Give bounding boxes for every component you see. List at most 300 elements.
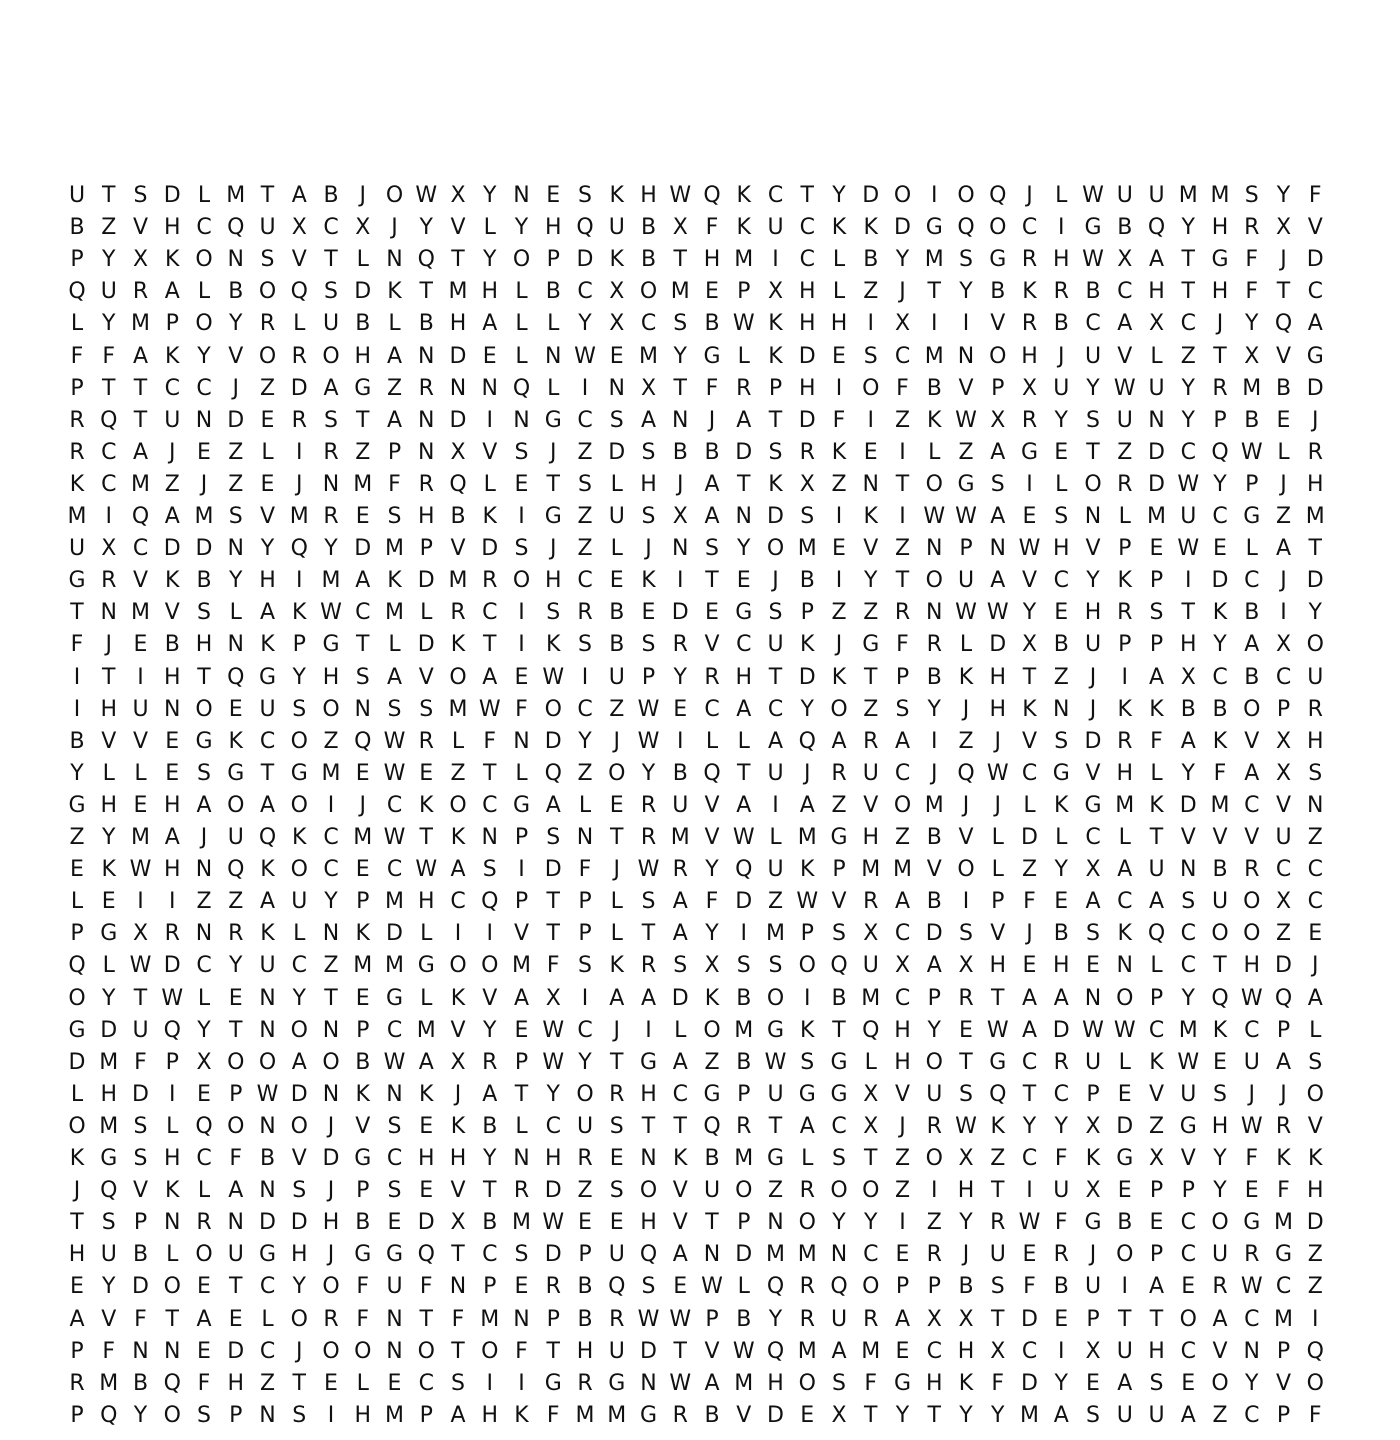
grid-letter[interactable]: A xyxy=(164,279,180,305)
grid-letter[interactable]: O xyxy=(766,985,785,1011)
grid-letter[interactable]: B xyxy=(355,1049,371,1075)
grid-letter[interactable]: O xyxy=(1306,1081,1324,1107)
grid-letter[interactable]: G xyxy=(354,1146,372,1171)
grid-letter[interactable]: O xyxy=(322,343,340,369)
grid-letter[interactable]: J xyxy=(1026,183,1033,208)
grid-letter[interactable]: I xyxy=(581,375,589,401)
grid-letter[interactable]: E xyxy=(419,1113,434,1139)
grid-letter[interactable]: K xyxy=(1276,1146,1291,1171)
grid-letter[interactable]: Z xyxy=(926,1210,942,1236)
grid-letter[interactable]: Y xyxy=(260,536,275,562)
grid-letter[interactable]: H xyxy=(1116,760,1134,786)
grid-letter[interactable]: O xyxy=(798,953,816,979)
grid-letter[interactable]: U xyxy=(164,407,181,433)
grid-letter[interactable]: B xyxy=(355,1210,371,1236)
grid-letter[interactable]: P xyxy=(356,1178,370,1204)
grid-letter[interactable]: U xyxy=(68,183,86,208)
grid-letter[interactable]: F xyxy=(419,1274,433,1300)
grid-letter[interactable]: L xyxy=(261,1306,274,1332)
grid-letter[interactable]: J xyxy=(105,632,112,658)
grid-letter[interactable]: L xyxy=(197,183,211,208)
grid-letter[interactable]: I xyxy=(772,792,779,818)
grid-letter[interactable]: B xyxy=(1117,1210,1133,1236)
grid-letter[interactable]: O xyxy=(1211,921,1229,947)
grid-letter[interactable]: D xyxy=(989,632,1007,658)
grid-letter[interactable]: L xyxy=(610,471,623,497)
grid-letter[interactable]: O xyxy=(68,985,86,1011)
grid-letter[interactable]: N xyxy=(227,1210,244,1236)
grid-letter[interactable]: C xyxy=(1021,1049,1038,1075)
grid-letter[interactable]: U xyxy=(608,1338,625,1364)
grid-letter[interactable]: N xyxy=(195,857,213,883)
grid-letter[interactable]: M xyxy=(353,825,373,850)
grid-letter[interactable]: O xyxy=(322,1049,340,1075)
grid-letter[interactable]: D xyxy=(576,247,594,273)
grid-letter[interactable]: O xyxy=(512,247,531,273)
grid-letter[interactable]: D xyxy=(100,1017,118,1043)
grid-letter[interactable]: O xyxy=(608,760,626,786)
grid-letter[interactable]: D xyxy=(544,1242,562,1268)
grid-letter[interactable]: N xyxy=(1243,1338,1260,1364)
grid-letter[interactable]: C xyxy=(577,696,593,722)
grid-letter[interactable]: S xyxy=(768,600,783,626)
grid-letter[interactable]: E xyxy=(1054,439,1069,465)
grid-letter[interactable]: T xyxy=(1086,439,1100,465)
grid-letter[interactable]: I xyxy=(962,311,970,337)
grid-letter[interactable]: V xyxy=(958,825,974,850)
grid-letter[interactable]: D xyxy=(735,889,753,915)
grid-letter[interactable]: Q xyxy=(957,760,975,786)
grid-letter[interactable]: S xyxy=(959,247,973,273)
grid-letter[interactable]: A xyxy=(704,1370,720,1396)
grid-letter[interactable]: H xyxy=(576,1338,594,1364)
grid-letter[interactable]: G xyxy=(830,1049,848,1075)
grid-letter[interactable]: U xyxy=(989,1242,1006,1268)
grid-letter[interactable]: M xyxy=(321,568,341,594)
grid-letter[interactable]: O xyxy=(766,536,785,562)
grid-letter[interactable]: E xyxy=(578,1210,592,1236)
grid-letter[interactable]: G xyxy=(1243,504,1261,529)
grid-letter[interactable]: J xyxy=(772,568,779,594)
grid-letter[interactable]: W xyxy=(1082,247,1104,273)
grid-letter[interactable]: F xyxy=(578,857,592,883)
grid-letter[interactable]: K xyxy=(863,215,878,241)
grid-letter[interactable]: T xyxy=(483,632,497,658)
grid-letter[interactable]: A xyxy=(894,889,911,915)
grid-letter[interactable]: F xyxy=(483,728,497,754)
grid-letter[interactable]: A xyxy=(1117,1370,1133,1396)
grid-letter[interactable]: K xyxy=(641,568,656,594)
grid-letter[interactable]: J xyxy=(73,1178,81,1204)
grid-letter[interactable]: W xyxy=(1240,1274,1263,1300)
grid-letter[interactable]: Z xyxy=(894,407,911,433)
grid-letter[interactable]: Q xyxy=(1147,921,1166,947)
grid-letter[interactable]: I xyxy=(772,247,779,273)
grid-letter[interactable]: M xyxy=(416,1017,436,1043)
grid-letter[interactable]: T xyxy=(673,1113,687,1139)
grid-letter[interactable]: N xyxy=(672,407,689,433)
grid-letter[interactable]: Z xyxy=(1180,343,1196,369)
grid-letter[interactable]: Y xyxy=(1213,632,1227,658)
grid-letter[interactable]: Y xyxy=(705,921,719,947)
grid-letter[interactable]: R xyxy=(609,1081,625,1107)
grid-letter[interactable]: B xyxy=(1085,279,1101,305)
grid-letter[interactable]: T xyxy=(451,1242,465,1268)
grid-letter[interactable]: E xyxy=(197,1274,211,1300)
grid-letter[interactable]: C xyxy=(1180,1338,1196,1364)
grid-letter[interactable]: O xyxy=(576,1081,594,1107)
grid-letter[interactable]: O xyxy=(195,247,213,273)
grid-letter[interactable]: C xyxy=(894,760,911,786)
grid-letter[interactable]: X xyxy=(863,1081,879,1107)
grid-letter[interactable]: B xyxy=(926,889,942,915)
grid-letter[interactable]: V xyxy=(132,728,149,754)
grid-letter[interactable]: K xyxy=(609,247,624,273)
grid-letter[interactable]: O xyxy=(481,1338,499,1364)
grid-letter[interactable]: V xyxy=(863,792,879,818)
grid-letter[interactable]: F xyxy=(896,375,909,401)
grid-letter[interactable]: F xyxy=(515,1338,528,1364)
grid-letter[interactable]: K xyxy=(1085,1146,1101,1171)
grid-letter[interactable]: C xyxy=(672,1081,688,1107)
grid-letter[interactable]: E xyxy=(514,664,529,690)
grid-letter[interactable]: T xyxy=(356,632,370,658)
grid-letter[interactable]: K xyxy=(450,1113,466,1139)
grid-letter[interactable]: V xyxy=(164,600,180,626)
grid-letter[interactable]: D xyxy=(544,1178,562,1204)
grid-letter[interactable]: S xyxy=(609,407,624,433)
grid-letter[interactable]: E xyxy=(609,792,624,818)
grid-letter[interactable]: K xyxy=(1308,1146,1323,1171)
grid-letter[interactable]: C xyxy=(704,696,720,722)
grid-letter[interactable]: L xyxy=(229,600,242,626)
grid-letter[interactable]: K xyxy=(704,985,720,1011)
grid-letter[interactable]: P xyxy=(991,375,1005,401)
grid-letter[interactable]: S xyxy=(1086,407,1100,433)
grid-letter[interactable]: L xyxy=(420,985,433,1011)
grid-letter[interactable]: R xyxy=(1307,439,1323,465)
grid-letter[interactable]: N xyxy=(322,921,340,947)
grid-letter[interactable]: C xyxy=(1021,1146,1038,1171)
grid-letter[interactable]: H xyxy=(957,1338,975,1364)
grid-letter[interactable]: D xyxy=(417,1210,435,1236)
grid-letter[interactable]: P xyxy=(1149,632,1164,658)
grid-letter[interactable]: N xyxy=(354,696,371,722)
grid-letter[interactable]: Y xyxy=(1181,215,1195,241)
grid-letter[interactable]: K xyxy=(165,247,180,273)
grid-letter[interactable]: U xyxy=(703,1178,721,1204)
grid-letter[interactable]: Y xyxy=(705,857,719,883)
grid-letter[interactable]: D xyxy=(1084,728,1102,754)
grid-letter[interactable]: M xyxy=(385,889,404,915)
grid-letter[interactable]: V xyxy=(1275,343,1292,369)
grid-letter[interactable]: R xyxy=(799,439,815,465)
grid-letter[interactable]: D xyxy=(417,632,435,658)
grid-letter[interactable]: Z xyxy=(577,1178,593,1204)
grid-letter[interactable]: D xyxy=(354,536,372,562)
grid-letter[interactable]: D xyxy=(322,1146,340,1171)
grid-letter[interactable]: S xyxy=(578,953,592,979)
grid-letter[interactable]: X xyxy=(958,953,974,979)
grid-letter[interactable]: U xyxy=(926,1081,943,1107)
grid-letter[interactable]: H xyxy=(354,343,372,369)
grid-letter[interactable]: A xyxy=(291,183,307,208)
grid-letter[interactable]: E xyxy=(705,279,719,305)
grid-letter[interactable]: E xyxy=(832,343,846,369)
grid-letter[interactable]: Q xyxy=(735,857,753,883)
grid-letter[interactable]: T xyxy=(133,407,148,433)
grid-letter[interactable]: O xyxy=(481,953,499,979)
grid-letter[interactable]: Q xyxy=(68,279,86,305)
grid-letter[interactable]: K xyxy=(609,183,624,208)
grid-letter[interactable]: A xyxy=(894,728,911,754)
grid-letter[interactable]: W xyxy=(637,728,660,754)
grid-letter[interactable]: T xyxy=(102,664,116,690)
grid-letter[interactable]: E xyxy=(197,439,211,465)
grid-letter[interactable]: C xyxy=(926,1338,942,1364)
grid-letter[interactable]: A xyxy=(259,600,276,626)
grid-letter[interactable]: U xyxy=(767,760,784,786)
grid-letter[interactable]: J xyxy=(931,760,938,786)
grid-letter[interactable]: A xyxy=(1021,1017,1038,1043)
grid-letter[interactable]: G xyxy=(68,1017,86,1043)
grid-letter[interactable]: M xyxy=(99,1370,119,1396)
grid-letter[interactable]: D xyxy=(671,985,689,1011)
grid-letter[interactable]: S xyxy=(768,953,783,979)
grid-letter[interactable]: N xyxy=(386,1338,403,1364)
grid-letter[interactable]: T xyxy=(1276,279,1291,305)
grid-letter[interactable]: A xyxy=(799,792,815,818)
grid-letter[interactable]: N xyxy=(1053,696,1070,722)
grid-letter[interactable]: T xyxy=(324,985,338,1011)
grid-letter[interactable]: H xyxy=(1052,536,1070,562)
grid-letter[interactable]: W xyxy=(1113,375,1136,401)
grid-letter[interactable]: Y xyxy=(229,568,243,594)
grid-letter[interactable]: I xyxy=(931,183,938,208)
grid-letter[interactable]: R xyxy=(1021,311,1038,337)
grid-letter[interactable]: N xyxy=(862,471,879,497)
grid-letter[interactable]: X xyxy=(132,247,149,273)
grid-letter[interactable]: N xyxy=(386,247,403,273)
grid-letter[interactable]: A xyxy=(1212,1306,1228,1332)
grid-letter[interactable]: A xyxy=(1275,536,1292,562)
grid-letter[interactable]: J xyxy=(200,825,208,850)
grid-letter[interactable]: U xyxy=(608,664,625,690)
grid-letter[interactable]: A xyxy=(513,985,530,1011)
grid-letter[interactable]: O xyxy=(1243,921,1261,947)
grid-letter[interactable]: Q xyxy=(608,1274,626,1300)
grid-letter[interactable]: K xyxy=(1117,696,1132,722)
grid-letter[interactable]: Q xyxy=(576,215,594,241)
grid-letter[interactable]: U xyxy=(1084,343,1102,369)
grid-letter[interactable]: Z xyxy=(863,600,879,626)
grid-letter[interactable]: I xyxy=(1312,1306,1319,1332)
grid-letter[interactable]: M xyxy=(353,471,373,497)
grid-letter[interactable]: U xyxy=(767,632,784,658)
grid-letter[interactable]: X xyxy=(640,375,657,401)
grid-letter[interactable]: T xyxy=(356,407,370,433)
grid-letter[interactable]: T xyxy=(419,279,433,305)
grid-letter[interactable]: D xyxy=(449,407,467,433)
grid-letter[interactable]: E xyxy=(705,600,719,626)
grid-letter[interactable]: Z xyxy=(1021,857,1038,883)
grid-letter[interactable]: J xyxy=(1089,1242,1097,1268)
grid-letter[interactable]: C xyxy=(894,343,911,369)
grid-letter[interactable]: Q xyxy=(195,1113,213,1139)
grid-letter[interactable]: U xyxy=(576,1113,594,1139)
grid-letter[interactable]: W xyxy=(1240,439,1263,465)
grid-letter[interactable]: I xyxy=(486,1370,493,1396)
grid-letter[interactable]: O xyxy=(290,792,308,818)
grid-letter[interactable]: J xyxy=(994,728,1001,754)
grid-letter[interactable]: O xyxy=(322,1274,340,1300)
grid-letter[interactable]: S xyxy=(641,1274,656,1300)
grid-letter[interactable]: S xyxy=(1213,1081,1227,1107)
grid-letter[interactable]: M xyxy=(448,696,468,722)
grid-letter[interactable]: K xyxy=(1212,728,1228,754)
grid-letter[interactable]: C xyxy=(1021,760,1038,786)
grid-letter[interactable]: P xyxy=(356,1017,370,1043)
grid-letter[interactable]: K xyxy=(609,953,624,979)
grid-letter[interactable]: V xyxy=(482,985,498,1011)
grid-letter[interactable]: Y xyxy=(1213,1146,1227,1171)
grid-letter[interactable]: N xyxy=(513,407,530,433)
grid-letter[interactable]: I xyxy=(1280,600,1287,626)
grid-letter[interactable]: G xyxy=(766,1146,785,1171)
grid-letter[interactable]: B xyxy=(418,311,434,337)
grid-letter[interactable]: O xyxy=(449,792,467,818)
grid-letter[interactable]: F xyxy=(1023,889,1036,915)
grid-letter[interactable]: T xyxy=(705,1210,719,1236)
grid-letter[interactable]: Z xyxy=(831,471,847,497)
grid-letter[interactable]: H xyxy=(798,279,816,305)
grid-letter[interactable]: H xyxy=(163,857,181,883)
grid-letter[interactable]: R xyxy=(958,985,974,1011)
grid-letter[interactable]: S xyxy=(863,343,878,369)
grid-letter[interactable]: P xyxy=(1149,985,1164,1011)
grid-letter[interactable]: A xyxy=(132,439,149,465)
grid-letter[interactable]: S xyxy=(641,439,656,465)
grid-letter[interactable]: C xyxy=(1275,1274,1292,1300)
grid-letter[interactable]: C xyxy=(386,1017,403,1043)
grid-letter[interactable]: O xyxy=(830,1178,848,1204)
grid-letter[interactable]: O xyxy=(68,1113,86,1139)
grid-letter[interactable]: E xyxy=(546,183,561,208)
grid-letter[interactable]: W xyxy=(796,889,819,915)
grid-letter[interactable]: Q xyxy=(512,375,531,401)
grid-letter[interactable]: E xyxy=(1149,536,1164,562)
grid-letter[interactable]: A xyxy=(386,343,403,369)
grid-letter[interactable]: C xyxy=(1307,889,1323,915)
grid-letter[interactable]: M xyxy=(385,953,404,979)
grid-letter[interactable]: H xyxy=(1211,279,1229,305)
grid-letter[interactable]: Z xyxy=(450,760,466,786)
grid-letter[interactable]: A xyxy=(1117,311,1133,337)
grid-letter[interactable]: E xyxy=(895,1338,910,1364)
grid-letter[interactable]: K xyxy=(958,1370,974,1396)
grid-letter[interactable]: S xyxy=(514,439,529,465)
grid-letter[interactable]: H xyxy=(481,1402,499,1428)
grid-letter[interactable]: F xyxy=(134,1306,147,1332)
grid-letter[interactable]: Z xyxy=(894,825,911,850)
grid-letter[interactable]: A xyxy=(1148,1274,1165,1300)
grid-letter[interactable]: G xyxy=(893,1370,912,1396)
grid-letter[interactable]: M xyxy=(797,1338,817,1364)
grid-letter[interactable]: Q xyxy=(1274,311,1293,337)
grid-letter[interactable]: A xyxy=(386,407,403,433)
grid-letter[interactable]: R xyxy=(672,1402,688,1428)
grid-letter[interactable]: I xyxy=(486,407,493,433)
grid-letter[interactable]: H xyxy=(1052,247,1070,273)
grid-letter[interactable]: I xyxy=(518,632,525,658)
grid-letter[interactable]: N xyxy=(227,247,244,273)
grid-letter[interactable]: A xyxy=(259,889,276,915)
grid-letter[interactable]: Q xyxy=(131,504,150,529)
grid-letter[interactable]: C xyxy=(767,696,784,722)
grid-letter[interactable]: O xyxy=(639,1178,658,1204)
grid-letter[interactable]: Y xyxy=(292,1274,306,1300)
grid-letter[interactable]: U xyxy=(608,504,625,529)
grid-letter[interactable]: R xyxy=(69,439,85,465)
grid-letter[interactable]: T xyxy=(673,247,687,273)
grid-letter[interactable]: U xyxy=(1116,1338,1133,1364)
grid-letter[interactable]: E xyxy=(1022,504,1037,529)
grid-letter[interactable]: Z xyxy=(577,760,593,786)
grid-letter[interactable]: L xyxy=(197,1178,211,1204)
grid-letter[interactable]: E xyxy=(260,407,275,433)
grid-letter[interactable]: C xyxy=(386,792,403,818)
grid-letter[interactable]: M xyxy=(385,1402,404,1428)
grid-letter[interactable]: Y xyxy=(1245,311,1259,337)
grid-letter[interactable]: N xyxy=(449,1274,467,1300)
grid-letter[interactable]: D xyxy=(1211,568,1229,594)
grid-letter[interactable]: Z xyxy=(228,439,244,465)
grid-letter[interactable]: E xyxy=(133,792,148,818)
grid-letter[interactable]: Q xyxy=(703,760,721,786)
grid-letter[interactable]: T xyxy=(610,825,624,850)
grid-letter[interactable]: Z xyxy=(1148,1113,1165,1139)
grid-letter[interactable]: I xyxy=(105,504,112,529)
grid-letter[interactable]: G xyxy=(512,792,531,818)
grid-letter[interactable]: C xyxy=(323,857,339,883)
grid-letter[interactable]: T xyxy=(673,375,687,401)
grid-letter[interactable]: Z xyxy=(767,1178,784,1204)
grid-letter[interactable]: X xyxy=(958,1146,974,1171)
grid-letter[interactable]: S xyxy=(990,1274,1005,1300)
grid-letter[interactable]: B xyxy=(926,375,942,401)
grid-letter[interactable]: H xyxy=(163,792,181,818)
grid-letter[interactable]: M xyxy=(766,921,785,947)
grid-letter[interactable]: I xyxy=(835,375,843,401)
grid-letter[interactable]: J xyxy=(613,1017,620,1043)
grid-letter[interactable]: A xyxy=(386,664,403,690)
grid-letter[interactable]: S xyxy=(990,471,1005,497)
grid-letter[interactable]: X xyxy=(926,1306,942,1332)
grid-letter[interactable]: I xyxy=(677,568,684,594)
grid-letter[interactable]: S xyxy=(641,889,656,915)
grid-letter[interactable]: D xyxy=(925,921,943,947)
grid-letter[interactable]: H xyxy=(1211,1113,1229,1139)
grid-letter[interactable]: E xyxy=(1181,1274,1196,1300)
grid-letter[interactable]: A xyxy=(69,1306,85,1332)
grid-letter[interactable]: O xyxy=(290,1113,308,1139)
grid-letter[interactable]: C xyxy=(196,1146,212,1171)
grid-letter[interactable]: H xyxy=(640,1081,657,1107)
grid-letter[interactable]: K xyxy=(768,343,783,369)
grid-letter[interactable]: K xyxy=(69,1146,85,1171)
grid-letter[interactable]: O xyxy=(290,728,308,754)
grid-letter[interactable]: E xyxy=(609,343,624,369)
